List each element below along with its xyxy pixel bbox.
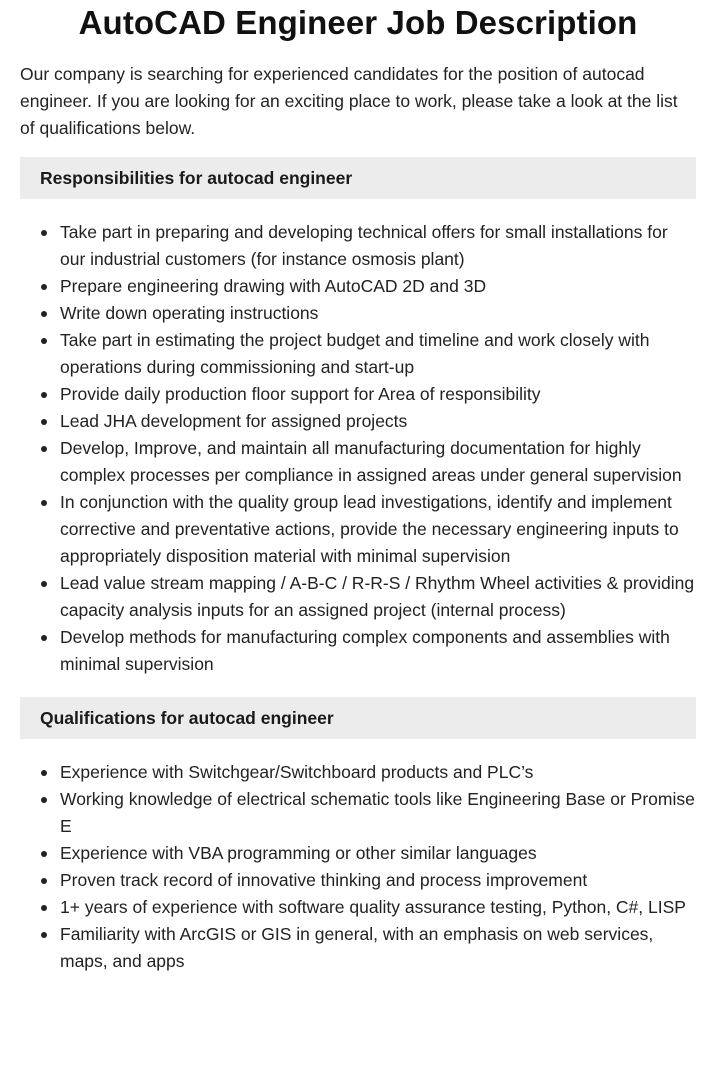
responsibilities-heading: Responsibilities for autocad engineer [20, 157, 696, 199]
list-item: Proven track record of innovative thinking and process improvement [20, 867, 696, 894]
list-item: Working knowledge of electrical schematic tools like Engineering Base or Promise E [20, 786, 696, 840]
list-item: Lead JHA development for assigned projects [20, 408, 696, 435]
responsibilities-list [20, 219, 696, 678]
list-item: Take part in estimating the project budget and timeline and work closely with operations during commissioning and start-up [20, 327, 696, 381]
list-item: Experience with VBA programming or other similar languages [20, 840, 696, 867]
list-item: In conjunction with the quality group lead investigations, identify and implement corrective and preventative actions, provide the necessary engineering inputs to appropriately disposition material with minimal supervision [20, 489, 696, 570]
intro-paragraph: Our company is searching for experienced candidates for the position of autocad engineer. If you are looking for an exciting place to work, please take a look at the list of qualifications below. [20, 64, 678, 138]
list-item: Provide daily production floor support for Area of responsibility [20, 381, 696, 408]
qualifications-list [20, 759, 696, 975]
qualifications-heading: Qualifications for autocad engineer [20, 697, 696, 739]
list-item: Develop, Improve, and maintain all manufacturing documentation for highly complex processes per compliance in assigned areas under general supervision [20, 435, 696, 489]
list-item: Take part in preparing and developing technical offers for small installations for our industrial customers (for instance osmosis plant) [20, 219, 696, 273]
page-title: AutoCAD Engineer Job Description [78, 4, 638, 41]
list-item: Develop methods for manufacturing complex components and assemblies with minimal supervision [20, 624, 696, 678]
section-spacer [20, 678, 696, 697]
list-item: 1+ years of experience with software quality assurance testing, Python, C#, LISP [20, 894, 696, 921]
list-item: Experience with Switchgear/Switchboard products and PLC’s [20, 759, 696, 786]
list-item: Write down operating instructions [20, 300, 696, 327]
list-item: Familiarity with ArcGIS or GIS in general, with an emphasis on web services, maps, and apps [20, 921, 696, 975]
list-item: Prepare engineering drawing with AutoCAD 2D and 3D [20, 273, 696, 300]
list-item: Lead value stream mapping / A-B-C / R-R-S / Rhythm Wheel activities & providing capacity analysis inputs for an assigned project (internal process) [20, 570, 696, 624]
